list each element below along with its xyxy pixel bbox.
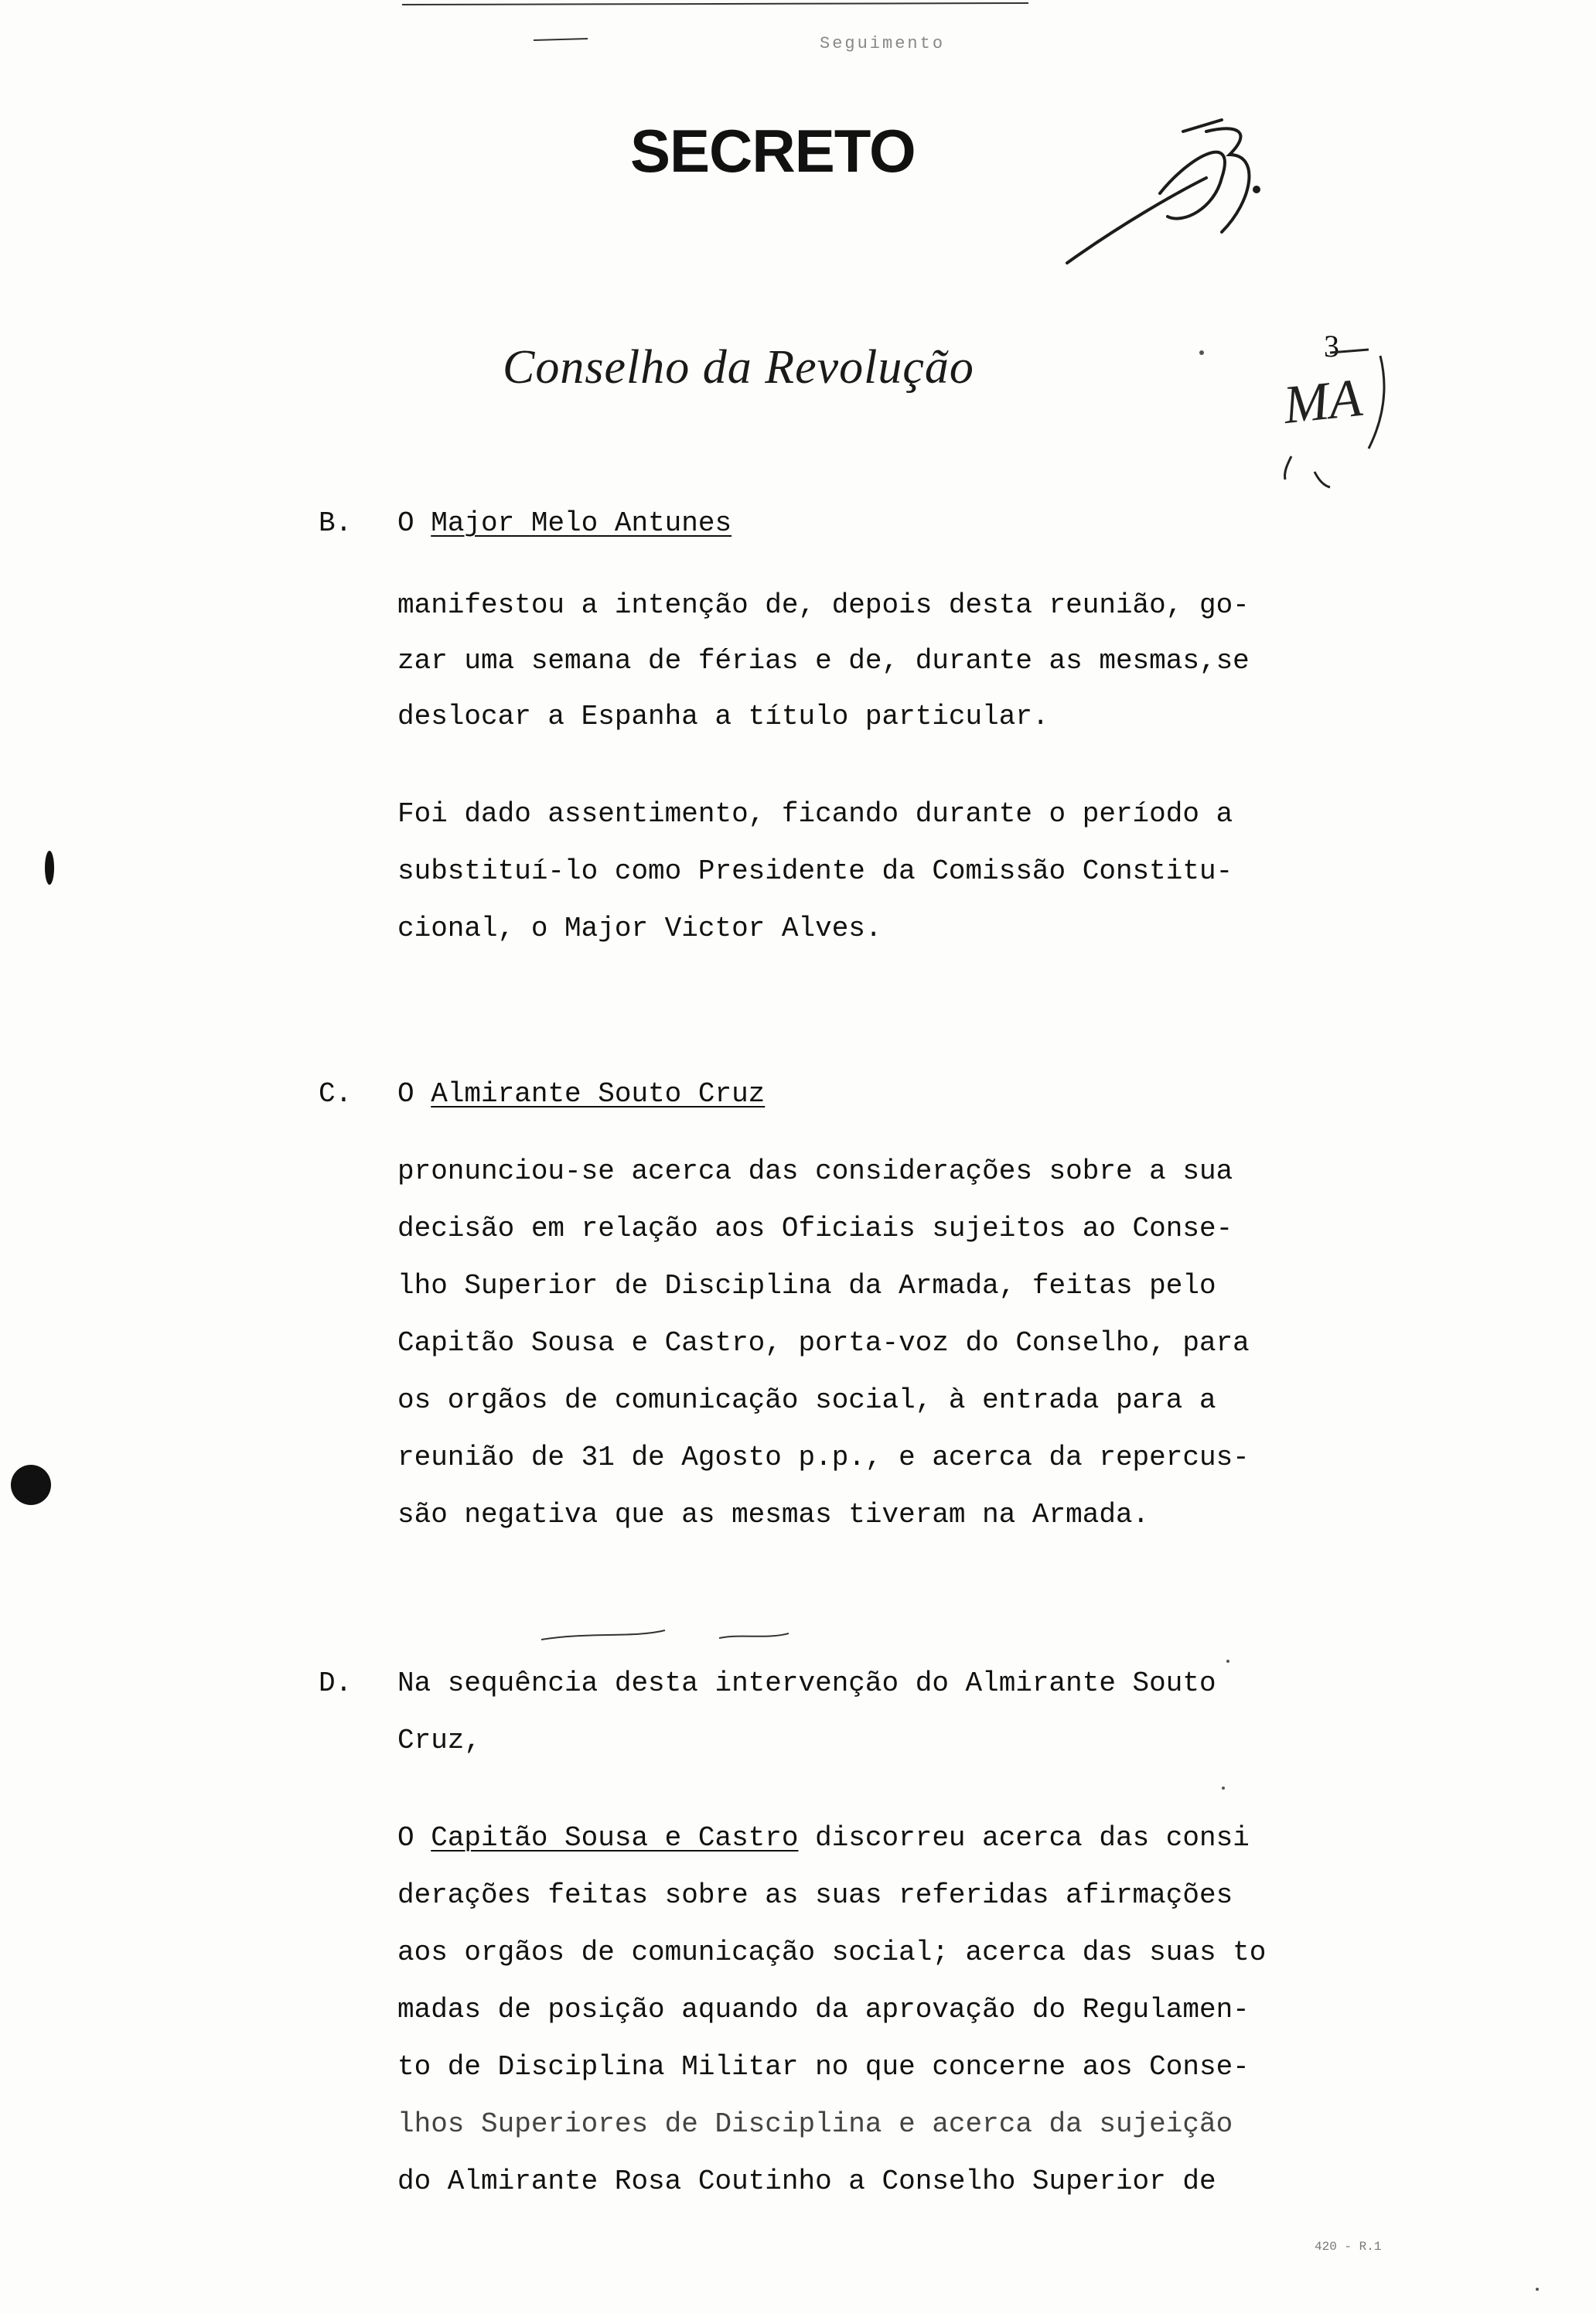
section-c-line-2: decisão em relação aos Oficiais sujeitos ao Conse- bbox=[397, 1213, 1233, 1244]
classification-stamp: SECRETO bbox=[630, 117, 916, 185]
section-d-line-6: do Almirante Rosa Coutinho a Conselho Superior de bbox=[397, 2166, 1216, 2197]
form-code: 420 - R.1 bbox=[1315, 2240, 1382, 2254]
section-b-label: B. bbox=[319, 507, 353, 539]
institution-letterhead: Conselho da Revolução bbox=[503, 341, 974, 394]
section-d-line-5: lhos Superiores de Disciplina e acerca da sujeição bbox=[397, 2108, 1233, 2140]
section-b-line-6: cional, o Major Victor Alves. bbox=[397, 913, 882, 944]
section-c-line-4: Capitão Sousa e Castro, porta-voz do Conselho, para bbox=[397, 1327, 1250, 1359]
section-b-line-3: deslocar a Espanha a título particular. bbox=[397, 701, 1049, 732]
section-d-line-1: derações feitas sobre as suas referidas afirmações bbox=[397, 1879, 1233, 1911]
section-d-label: D. bbox=[319, 1667, 353, 1699]
section-c-label: C. bbox=[319, 1078, 353, 1110]
punch-hole-bottom bbox=[11, 1465, 51, 1505]
section-b-heading: O Major Melo Antunes bbox=[397, 507, 732, 539]
initials-mark bbox=[1285, 350, 1384, 487]
section-b-line-2: zar uma semana de férias e de, durante as mesmas,se bbox=[397, 645, 1250, 677]
section-d-line-4: to de Disciplina Militar no que concerne aos Conse- bbox=[397, 2051, 1250, 2083]
section-b-line-4: Foi dado assentimento, ficando durante o período a bbox=[397, 798, 1233, 830]
section-c-heading: O Almirante Souto Cruz bbox=[397, 1078, 766, 1110]
section-d-line-2: aos orgãos de comunicação social; acerca das suas to bbox=[397, 1937, 1267, 1968]
top-edge-noise bbox=[402, 3, 1028, 40]
section-b-line-1: manifestou a intenção de, depois desta reunião, go- bbox=[397, 589, 1250, 621]
punch-hole-top bbox=[45, 851, 54, 885]
section-c-line-1: pronunciou-se acerca das considerações sobre a sua bbox=[397, 1155, 1233, 1187]
section-d-intro-line-1: Na sequência desta intervenção do Almirante Souto bbox=[397, 1667, 1216, 1699]
underline-scribble bbox=[541, 1630, 789, 1640]
handwritten-initials: MA bbox=[1281, 367, 1365, 436]
section-c-line-6: reunião de 31 de Agosto p.p., e acerca da repercus- bbox=[397, 1442, 1250, 1473]
signature-scribble bbox=[1067, 120, 1259, 263]
handwritten-page-number: 3 bbox=[1324, 329, 1339, 363]
section-d-intro-line-2: Cruz, bbox=[397, 1725, 482, 1756]
section-c-line-3: lho Superior de Disciplina da Armada, feitas pelo bbox=[397, 1270, 1216, 1302]
section-b-line-5: substituí-lo como Presidente da Comissão Constitu- bbox=[397, 855, 1233, 887]
section-d-line-3: madas de posição aquando da aprovação do Regulamen- bbox=[397, 1994, 1250, 2026]
section-b-subject: Major Melo Antunes bbox=[431, 507, 732, 539]
top-header-fragment: Seguimento bbox=[820, 34, 946, 53]
section-c-line-5: os orgãos de comunicação social, à entrada para a bbox=[397, 1384, 1216, 1416]
section-c-subject: Almirante Souto Cruz bbox=[431, 1078, 766, 1110]
section-c-line-7: são negativa que as mesmas tiveram na Armada. bbox=[397, 1499, 1150, 1531]
section-d-heading: O Capitão Sousa e Castro discorreu acerca das consi bbox=[397, 1822, 1250, 1854]
section-d-subject: Capitão Sousa e Castro bbox=[431, 1822, 799, 1854]
